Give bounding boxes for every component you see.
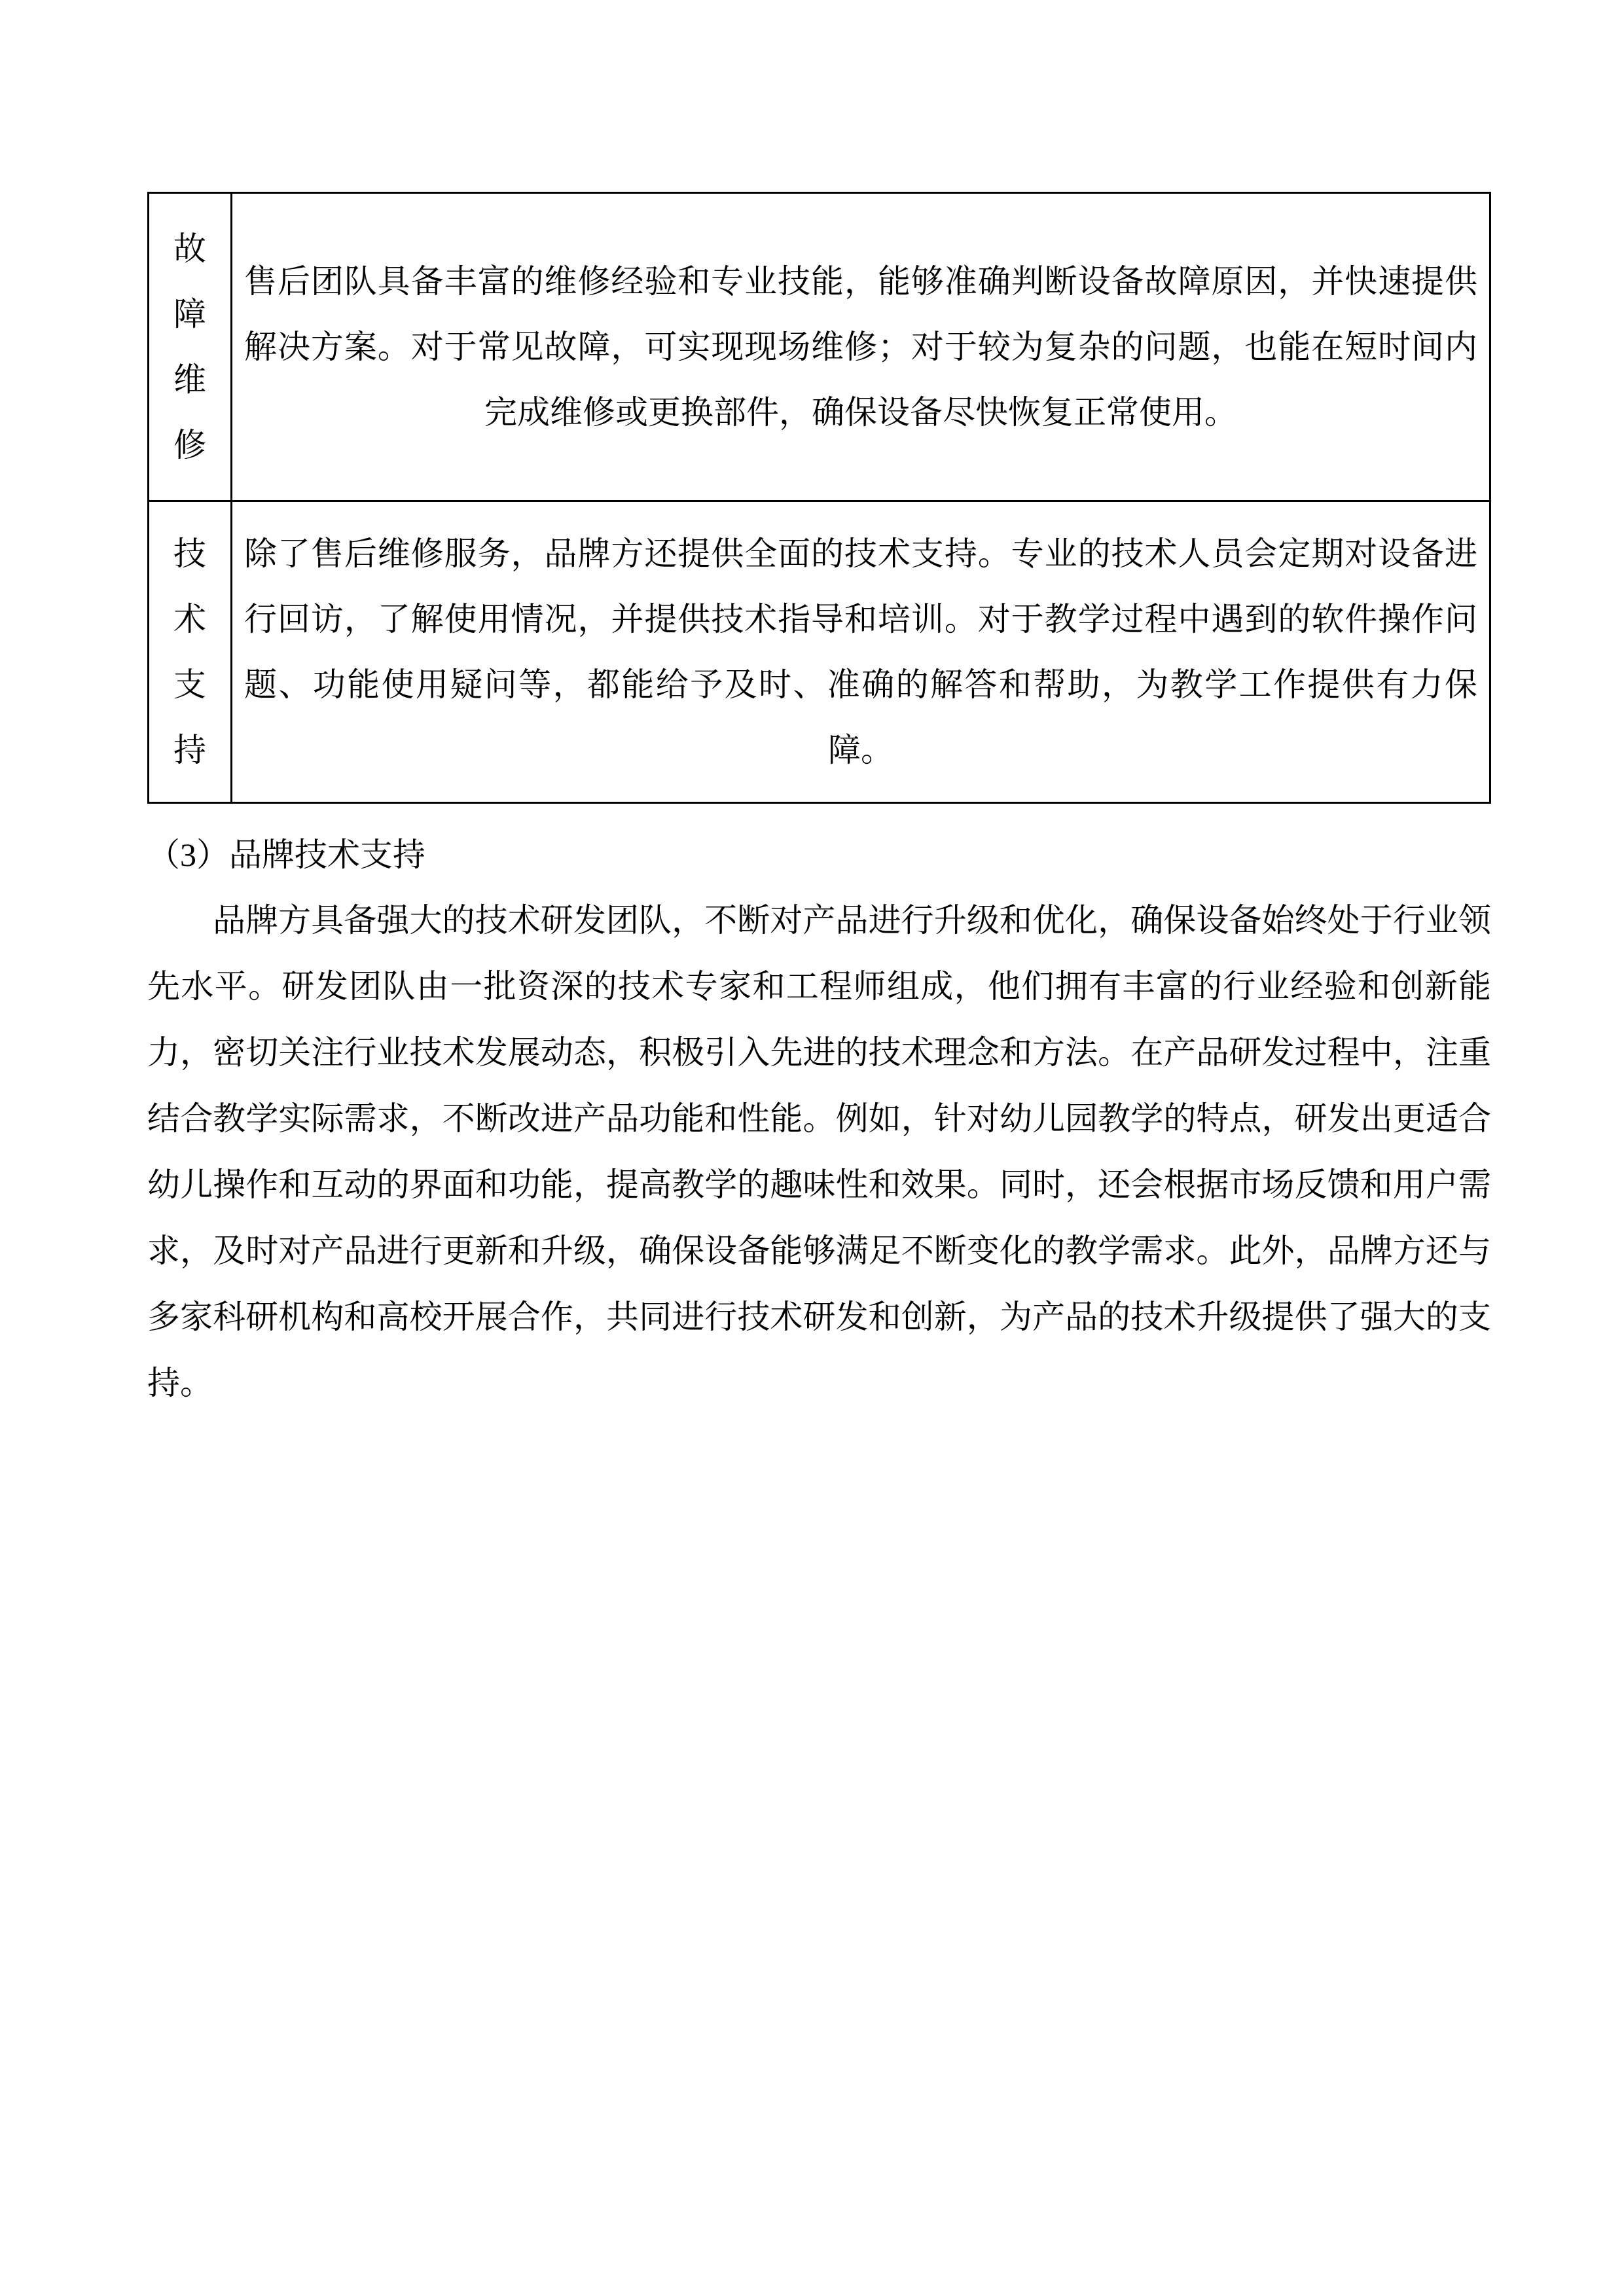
table-row-tech-support: [149, 501, 1490, 803]
section-heading: （3）品牌技术支持: [147, 836, 425, 873]
service-table: [147, 192, 1491, 804]
row-content-fault-repair: 售后团队具备丰富的维修经验和专业技能，能够准确判断设备故障原因，并快速提供解决方案。对于常见故障，可实现现场维修；对于较为复杂的问题，也能在短时间内完成维修或更换部件，确保设备尽快恢复正常使用。: [244, 263, 1477, 431]
row-content-tech-support: 除了售后维修服务，品牌方还提供全面的技术支持。专业的技术人员会定期对设备进行回访，了解使用情况，并提供技术指导和培训。对于教学过程中遇到的软件操作问题、功能使用疑问等，都能给予及时、准确的解答和帮助，为教学工作提供有力保障。: [244, 535, 1477, 768]
row-content-cell: [232, 193, 1490, 501]
section-paragraph: 品牌方具备强大的技术研发团队，不断对产品进行升级和优化，确保设备始终处于行业领先水平。研发团队由一批资深的技术专家和工程师组成，他们拥有丰富的行业经验和创新能力，密切关注行业技术发展动态，积极引入先进的技术理念和方法。在产品研发过程中，注重结合教学实际需求，不断改进产品功能和性能。例如，针对幼儿园教学的特点，研发出更适合幼儿操作和互动的界面和功能，提高教学的趣味性和效果。同时，还会根据市场反馈和用户需求，及时对产品进行更新和升级，确保设备能够满足不断变化的教学需求。此外，品牌方还与多家科研机构和高校开展合作，共同进行技术研发和创新，为产品的技术升级提供了强大的支持。: [147, 902, 1491, 1401]
table-row-fault-repair: [149, 193, 1490, 501]
row-label-tech-support: 技术支持: [173, 535, 206, 768]
row-label-fault-repair: 故障维修: [173, 230, 206, 463]
row-content-cell: [232, 501, 1490, 803]
row-label-cell: [149, 501, 232, 803]
row-label-cell: [149, 193, 232, 501]
